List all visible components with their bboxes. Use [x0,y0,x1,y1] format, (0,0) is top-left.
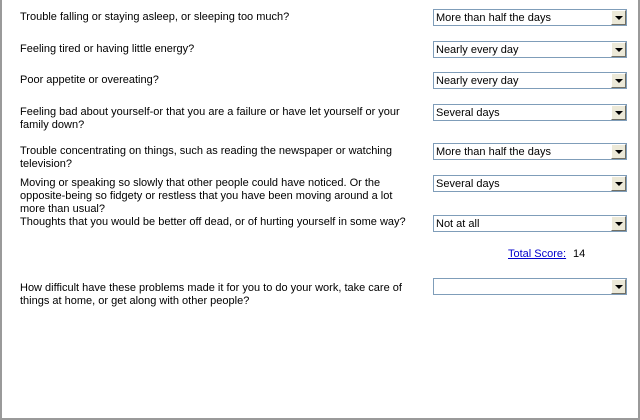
question-movement-label: Moving or speaking so slowly that other people could have noticed. Or the opposite-being so fidgety or restless that you have been moving around a lot more than usual? [20,177,393,215]
dropdown-value: More than half the days [436,146,551,158]
question-self-harm-label: Thoughts that you would be better off dead, or of hurting yourself in some way? [20,216,406,228]
chevron-down-icon [615,48,623,52]
dropdown-value: Several days [436,107,500,119]
dropdown-button[interactable] [611,10,626,25]
dropdown-value: Nearly every day [436,75,519,87]
dropdown-value: Not at all [436,218,480,230]
question-appetite-label: Poor appetite or overeating? [20,74,159,86]
dropdown-button[interactable] [611,105,626,120]
question-sleep-label: Trouble falling or staying asleep, or sleeping too much? [20,11,290,23]
dropdown-button[interactable] [611,144,626,159]
chevron-down-icon [615,150,623,154]
question-movement-dropdown[interactable] [433,175,627,192]
total-score-link[interactable]: Total Score: [508,248,567,260]
question-concentration-dropdown[interactable] [433,143,627,160]
total-score-value: 14 [573,248,586,260]
dropdown-button[interactable] [611,73,626,88]
question-appetite-dropdown[interactable] [433,72,627,89]
dropdown-value: Several days [436,178,500,190]
question-energy-label: Feeling tired or having little energy? [20,43,195,55]
difficulty-question-label: How difficult have these problems made it for you to do your work, take care of things at home, or get along with other people? [20,282,402,307]
chevron-down-icon [615,222,623,226]
question-sleep-dropdown[interactable] [433,9,627,26]
dropdown-value: More than half the days [436,12,551,24]
question-concentration-label: Trouble concentrating on things, such as reading the newspaper or watching television? [20,145,392,170]
question-self-worth-dropdown[interactable] [433,104,627,121]
dropdown-button[interactable] [611,279,626,294]
chevron-down-icon [615,285,623,289]
chevron-down-icon [615,16,623,20]
dropdown-button[interactable] [611,176,626,191]
question-energy-dropdown[interactable] [433,41,627,58]
question-self-harm-dropdown[interactable] [433,215,627,232]
dropdown-button[interactable] [611,42,626,57]
dropdown-button[interactable] [611,216,626,231]
difficulty-dropdown[interactable] [433,278,627,295]
question-self-worth-label: Feeling bad about yourself-or that you are a failure or have let yourself or your family down? [20,106,400,131]
chevron-down-icon [615,111,623,115]
chevron-down-icon [615,182,623,186]
dropdown-value: Nearly every day [436,44,519,56]
chevron-down-icon [615,79,623,83]
